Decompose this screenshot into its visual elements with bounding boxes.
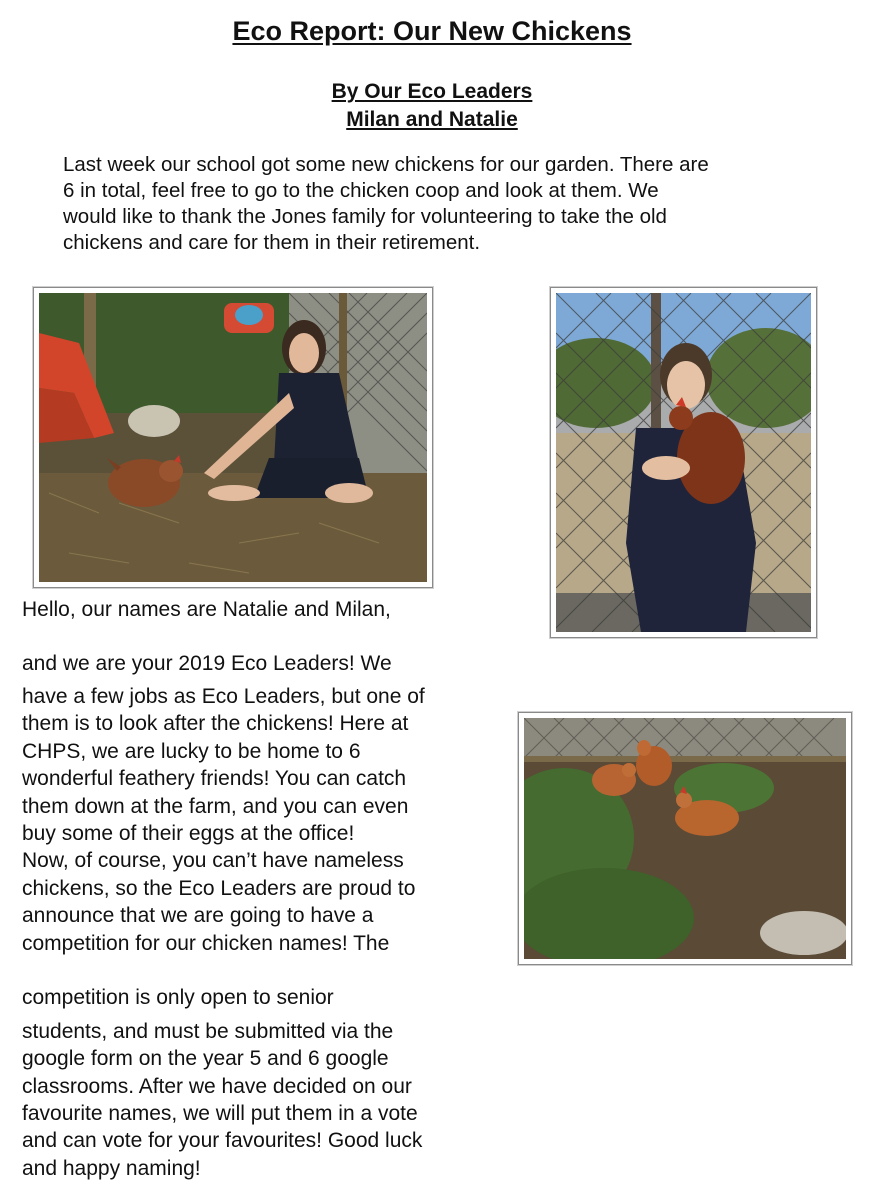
photo-girl-holding-chicken — [550, 287, 817, 638]
closing-line: favourite names, we will put them in a vote — [22, 1102, 418, 1125]
intro-line: chickens and care for them in their retirement. — [63, 231, 481, 254]
photo-girl-crouching-with-chicken — [33, 287, 433, 588]
photo-chickens-in-garden — [518, 712, 852, 965]
article-line: have a few jobs as Eco Leaders, but one of — [22, 685, 425, 708]
greeting-line: Hello, our names are Natalie and Milan, — [22, 598, 391, 621]
intro-paragraph — [63, 152, 823, 256]
article-line: buy some of their eggs at the office! — [22, 822, 355, 845]
intro-line: Last week our school got some new chickens for our garden. There are — [63, 153, 709, 176]
article-line: Now, of course, you can’t have nameless — [22, 849, 404, 872]
closing-line: and can vote for your favourites! Good luck — [22, 1129, 423, 1152]
closing-line: and happy naming! — [22, 1157, 201, 1180]
article-line: them down at the farm, and you can even — [22, 795, 409, 818]
article-line: and we are your 2019 Eco Leaders! We — [22, 652, 392, 675]
byline: By Our Eco Leaders — [331, 80, 533, 103]
article-line: them is to look after the chickens! Here at — [22, 712, 409, 735]
closing-line: students, and must be submitted via the — [22, 1020, 394, 1043]
article-line: wonderful feathery friends! You can catch — [22, 767, 407, 790]
intro-line: 6 in total, feel free to go to the chicken coop and look at them. We — [63, 179, 659, 202]
report-title: Eco Report: Our New Chickens — [232, 16, 632, 46]
intro-line: would like to thank the Jones family for volunteering to take the old — [63, 205, 667, 228]
article-line: CHPS, we are lucky to be home to 6 — [22, 740, 361, 763]
closing-line: competition is only open to senior — [22, 986, 334, 1009]
closing-line: google form on the year 5 and 6 google — [22, 1047, 389, 1070]
article-line: competition for our chicken names! The — [22, 932, 390, 955]
authors-line: Milan and Natalie — [346, 108, 518, 131]
article-line: chickens, so the Eco Leaders are proud to — [22, 877, 416, 900]
closing-line: classrooms. After we have decided on our — [22, 1075, 412, 1098]
article-line: announce that we are going to have a — [22, 904, 374, 927]
